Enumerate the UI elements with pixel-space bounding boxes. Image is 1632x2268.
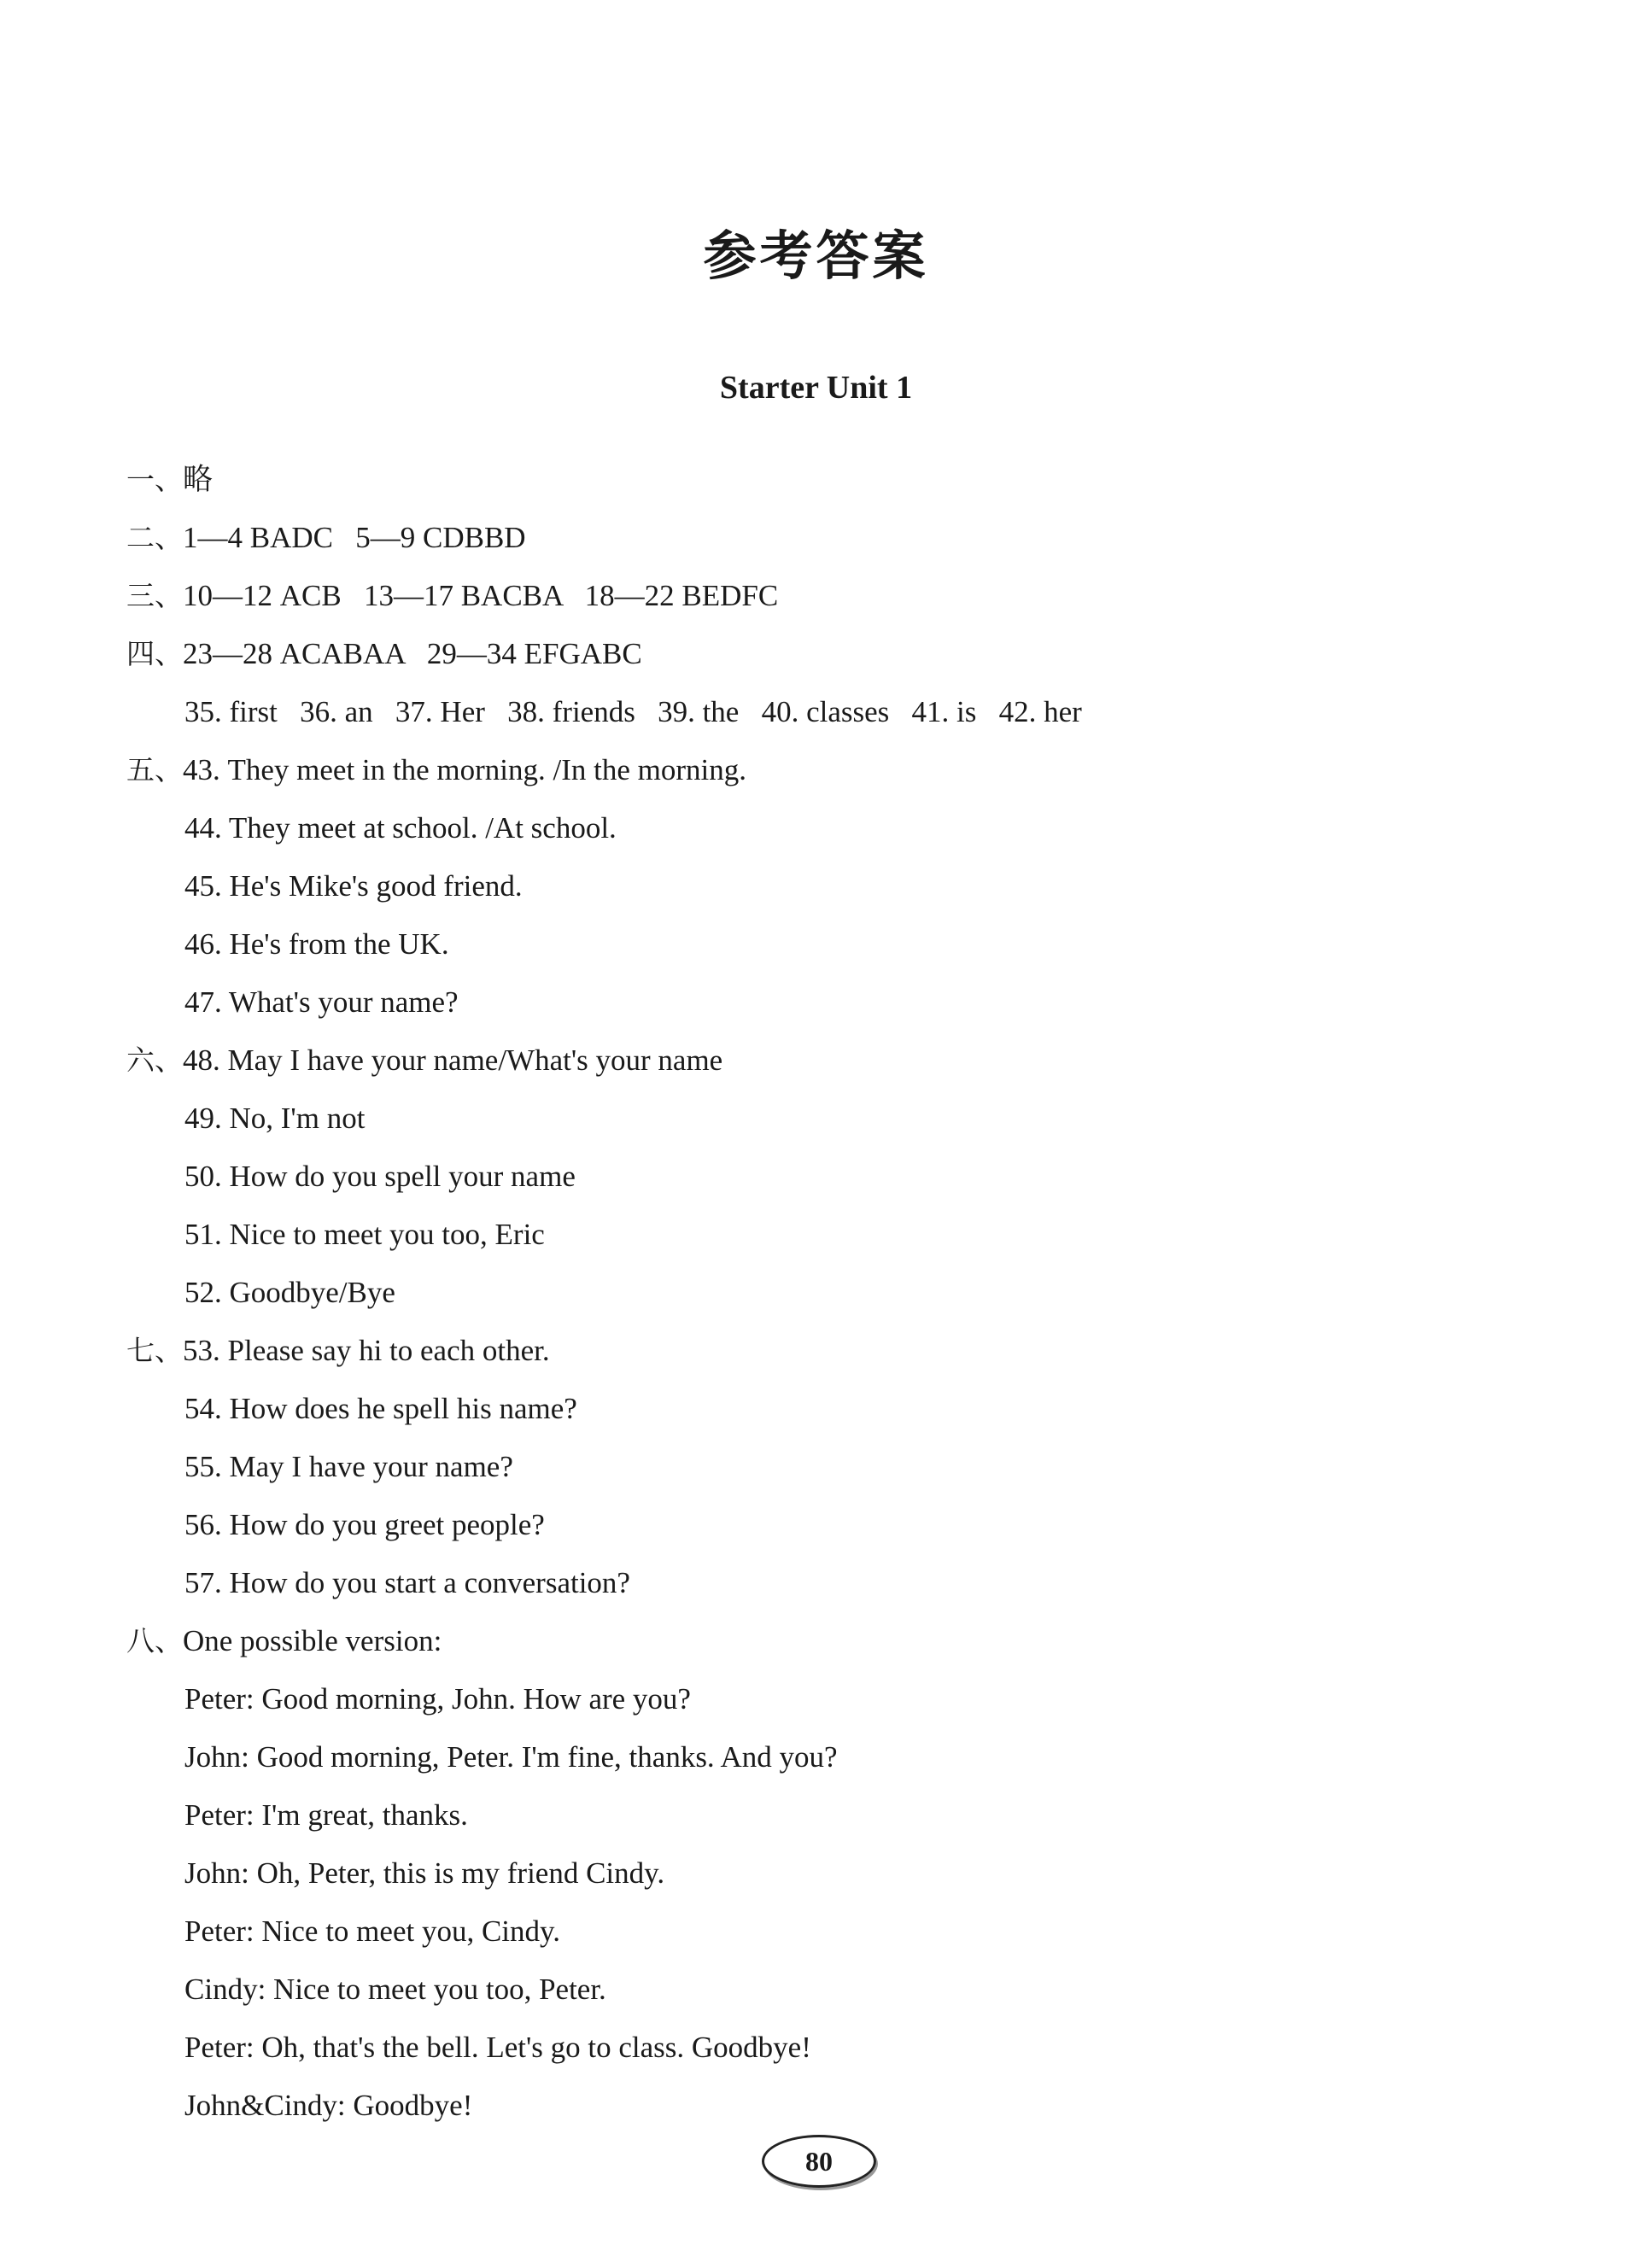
section-marker: 二、 — [126, 521, 183, 554]
answer-line — [126, 1264, 1544, 1322]
answer-list — [126, 451, 1544, 2135]
answer-text: 49. No, I'm not — [184, 1102, 366, 1135]
answer-text: 51. Nice to meet you too, Eric — [184, 1218, 545, 1251]
answer-line — [126, 799, 1544, 857]
answer-text: 48. May I have your name/What's your name — [183, 1043, 723, 1077]
answer-line — [126, 857, 1544, 915]
section-marker: 八、 — [126, 1624, 183, 1657]
answer-text: 53. Please say hi to each other. — [183, 1334, 550, 1367]
answer-line — [126, 741, 1544, 799]
answer-text: 57. How do you start a conversation? — [184, 1566, 630, 1599]
answer-line — [126, 1322, 1544, 1380]
answer-text: 55. May I have your name? — [184, 1450, 513, 1483]
answer-text: Peter: I'm great, thanks. — [184, 1798, 468, 1832]
answer-text: 52. Goodbye/Bye — [184, 1276, 395, 1309]
answer-line — [126, 2019, 1544, 2077]
answer-line — [126, 509, 1544, 567]
answer-line — [126, 1844, 1544, 1903]
section-marker: 一、 — [126, 463, 183, 496]
answer-line — [126, 451, 1544, 509]
answer-text: 1—4 BADC 5—9 CDBBD — [183, 521, 526, 554]
answer-text: 略 — [183, 463, 214, 496]
answer-text: Peter: Good morning, John. How are you? — [184, 1682, 691, 1716]
answer-text: John&Cindy: Goodbye! — [184, 2089, 473, 2122]
answer-text: Cindy: Nice to meet you too, Peter. — [184, 1973, 606, 2006]
answer-line — [126, 1554, 1544, 1612]
answer-text: John: Good morning, Peter. I'm fine, thanks. And you? — [184, 1740, 838, 1774]
section-marker: 四、 — [126, 637, 183, 670]
answer-line — [126, 1206, 1544, 1264]
answer-line — [126, 1438, 1544, 1496]
answer-text: 44. They meet at school. /At school. — [184, 811, 617, 845]
answer-line — [126, 1380, 1544, 1438]
section-marker: 七、 — [126, 1334, 183, 1367]
answer-line — [126, 1961, 1544, 2019]
page-title: 参考答案 — [703, 225, 929, 287]
answer-text: 47. What's your name? — [184, 985, 459, 1019]
answer-text: 46. He's from the UK. — [184, 927, 449, 961]
answer-text: 56. How do you greet people? — [184, 1508, 545, 1541]
answer-line — [126, 625, 1544, 683]
page-number: 80 — [762, 2135, 876, 2188]
answer-text: 10—12 ACB 13—17 BACBA 18—22 BEDFC — [183, 579, 779, 612]
section-marker: 五、 — [126, 753, 183, 786]
answer-text: 50. How do you spell your name — [184, 1160, 576, 1193]
answer-line — [126, 1032, 1544, 1090]
section-marker: 三、 — [126, 579, 183, 612]
answer-line — [126, 1612, 1544, 1670]
answer-text: Peter: Nice to meet you, Cindy. — [184, 1914, 560, 1948]
answer-line — [126, 1148, 1544, 1206]
answer-text: Peter: Oh, that's the bell. Let's go to class. Goodbye! — [184, 2031, 811, 2064]
answer-text: 43. They meet in the morning. /In the morning. — [183, 753, 747, 786]
answer-line — [126, 1728, 1544, 1786]
answer-text: 23—28 ACABAA 29—34 EFGABC — [183, 637, 642, 670]
answer-text: 35. first 36. an 37. Her 38. friends 39. the 40. classes 41. is 42. her — [184, 695, 1082, 728]
answer-text: 54. How does he spell his name? — [184, 1392, 577, 1425]
answer-line — [126, 915, 1544, 973]
answer-line — [126, 683, 1544, 741]
unit-title: Starter Unit 1 — [719, 370, 913, 406]
answer-text: 45. He's Mike's good friend. — [184, 869, 523, 903]
answer-line — [126, 1903, 1544, 1961]
answer-line — [126, 973, 1544, 1032]
answer-line — [126, 2077, 1544, 2135]
answer-text: One possible version: — [183, 1624, 442, 1657]
answer-text: John: Oh, Peter, this is my friend Cindy. — [184, 1856, 665, 1890]
answer-line — [126, 567, 1544, 625]
answer-line — [126, 1496, 1544, 1554]
answer-line — [126, 1670, 1544, 1728]
answer-line — [126, 1786, 1544, 1844]
section-marker: 六、 — [126, 1043, 183, 1077]
answer-line — [126, 1090, 1544, 1148]
